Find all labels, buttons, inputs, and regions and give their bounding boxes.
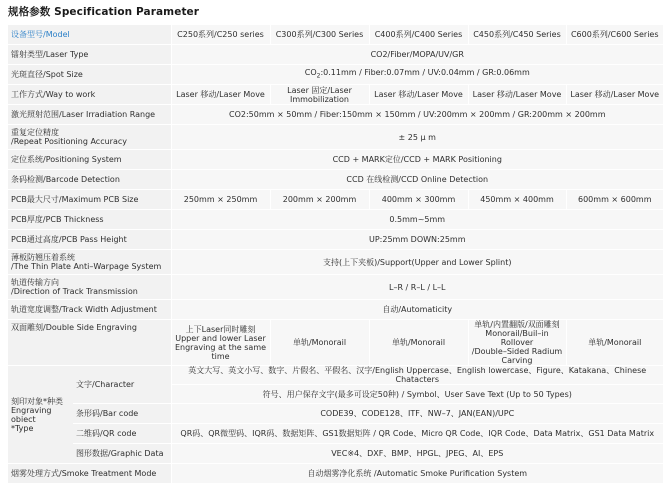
spot-text: :0.11mm / Fiber:0.07mm / UV:0.04mm / GR:0.06mm xyxy=(320,68,530,78)
row-label: 工作方式/Way to work xyxy=(8,85,171,105)
model-cell: C450系列/C450 Series xyxy=(468,25,566,45)
spot-subscript: 2 xyxy=(316,72,321,80)
row-value: CCD + MARK定位/CCD + MARK Positioning xyxy=(171,150,663,170)
label-line: 轨道传输方向 xyxy=(11,278,59,287)
row-label: 二维码/QR code xyxy=(73,424,171,444)
label-line: /Direction of Track Transmission xyxy=(11,287,138,296)
row-label: PCB最大尺寸/Maximum PCB Size xyxy=(8,190,171,210)
row-value: 250mm × 250mm xyxy=(171,190,270,210)
model-cell: C250系列/C250 series xyxy=(171,25,270,45)
table-row xyxy=(8,170,663,190)
row-label: 双面雕刻/Double Side Engraving xyxy=(8,320,171,366)
row-value: 400mm × 300mm xyxy=(369,190,468,210)
model-cell: C300系列/C300 Series xyxy=(270,25,369,45)
row-value: 单轨/Monorail xyxy=(369,320,468,366)
spot-prefix: CO xyxy=(304,68,317,78)
row-value: Laser 固定/Laser Immobilization xyxy=(270,85,369,105)
page-title: 规格参数 Specification Parameter xyxy=(8,6,200,18)
table-row xyxy=(8,105,663,125)
row-value: 0.5mm~5mm xyxy=(171,210,663,230)
table-row xyxy=(8,464,663,484)
table-row xyxy=(8,320,663,366)
table-row xyxy=(8,210,663,230)
row-value: 自动/Automaticity xyxy=(171,300,663,320)
row-value: CO2:50mm × 50mm / Fiber:150mm × 150mm / UV:200mm × 200mm / GR:200mm × 200mm xyxy=(171,105,663,125)
row-value: CODE39、CODE128、ITF、NW–7、JAN(EAN)/UPC xyxy=(171,404,663,424)
row-value: Laser 移动/Laser Move xyxy=(468,85,566,105)
cell-line: Engraving at the same time xyxy=(174,342,267,361)
table-row xyxy=(8,65,663,85)
row-value xyxy=(171,320,270,366)
row-value: L–R / R–L / L–L xyxy=(171,275,663,300)
cell-line: Monorail/Buil–in Rollover xyxy=(485,329,549,347)
label-line: /The Thin Plate Anti–Warpage System xyxy=(11,262,162,271)
label-line: obiect xyxy=(11,414,36,424)
label-line: 刻印对象*种类 xyxy=(11,396,63,406)
spec-table xyxy=(8,25,663,484)
row-label: 激光照射范围/Laser Irradiation Range xyxy=(8,105,171,125)
row-label xyxy=(8,275,171,300)
label-line: *Type xyxy=(11,423,34,433)
table-row xyxy=(8,85,663,105)
row-label: PCB厚度/PCB Thickness xyxy=(8,210,171,230)
row-value: CCD 在线检测/CCD Online Detection xyxy=(171,170,663,190)
table-row xyxy=(8,424,663,444)
row-value: 支持(上下夹板)/Support(Upper and Lower Splint) xyxy=(171,250,663,275)
row-value: 单轨/Monorail xyxy=(566,320,663,366)
table-row xyxy=(8,190,663,210)
row-value: 自动烟雾净化系统 /Automatic Smoke Purification System xyxy=(171,464,663,484)
row-value: Laser 移动/Laser Move xyxy=(566,85,663,105)
row-value xyxy=(171,65,663,85)
table-row xyxy=(8,404,663,424)
row-value: QR码、QR微型码、IQR码、数据矩阵、GS1数据矩阵 / QR Code、Micro QR Code、IQR Code、Data Matrix、GS1 Data Matrix xyxy=(171,424,663,444)
row-label: 条形码/Bar code xyxy=(73,404,171,424)
row-value: Laser 移动/Laser Move xyxy=(171,85,270,105)
cell-line: Upper and lower Laser xyxy=(175,333,266,343)
table-row xyxy=(8,444,663,464)
row-value: ± 25 μ m xyxy=(171,125,663,150)
table-row xyxy=(8,25,663,45)
row-label: 文字/Character xyxy=(73,366,171,404)
row-label: 烟雾处理方式/Smoke Treatment Mode xyxy=(8,464,171,484)
cell-line: 上下Laser同时雕刻 xyxy=(185,324,256,334)
label-line: /Repeat Positioning Accuracy xyxy=(11,137,127,146)
row-value: UP:25mm DOWN:25mm xyxy=(171,230,663,250)
row-label: 镭射类型/Laser Type xyxy=(8,45,171,65)
row-value: 英文大写、英文小写、数字、片假名、平假名、汉字/English Uppercase、English lowercase、Figure、Katakana、Chinese Chatacters xyxy=(171,366,663,385)
table-row xyxy=(8,275,663,300)
model-cell: C400系列/C400 Series xyxy=(369,25,468,45)
row-label xyxy=(8,125,171,150)
label-line: 重复定位精度 xyxy=(11,128,59,137)
row-label: 条码检测/Barcode Detection xyxy=(8,170,171,190)
row-label: 定位系统/Positioning System xyxy=(8,150,171,170)
table-row xyxy=(8,45,663,65)
row-label: PCB通过高度/PCB Pass Height xyxy=(8,230,171,250)
row-label xyxy=(8,250,171,275)
row-value: CO2/Fiber/MOPA/UV/GR xyxy=(171,45,663,65)
table-row xyxy=(8,230,663,250)
row-value xyxy=(468,320,566,366)
table-row xyxy=(8,125,663,150)
row-label: 图形数据/Graphic Data xyxy=(73,444,171,464)
row-value: 单轨/Monorail xyxy=(270,320,369,366)
row-value: Laser 移动/Laser Move xyxy=(369,85,468,105)
table-row xyxy=(8,366,663,385)
cell-line: 单轨/内置翻版/双面雕刻 xyxy=(474,320,560,329)
row-value: 符号、用户保存文字(最多可设定50种) / Symbol、User Save Text (Up to 50 Types) xyxy=(171,385,663,404)
table-row xyxy=(8,300,663,320)
row-value: 450mm × 400mm xyxy=(468,190,566,210)
cell-line: /Double–Sided Radium Carving xyxy=(471,347,563,365)
row-value: 600mm × 600mm xyxy=(566,190,663,210)
row-value: 200mm × 200mm xyxy=(270,190,369,210)
row-label: 轨道宽度调整/Track Width Adjustment xyxy=(8,300,171,320)
label-line: Engraving xyxy=(11,405,52,415)
model-cell: C600系列/C600 Series xyxy=(566,25,663,45)
row-label: 光斑直径/Spot Size xyxy=(8,65,171,85)
row-value: VEC※4、DXF、BMP、HPGL、JPEG、AI、EPS xyxy=(171,444,663,464)
table-row xyxy=(8,250,663,275)
label-line: 薄板防翘压着系统 xyxy=(11,253,75,262)
table-row xyxy=(8,150,663,170)
engraving-object-group-label xyxy=(8,366,73,464)
model-label: 设备型号/Model xyxy=(8,25,171,45)
